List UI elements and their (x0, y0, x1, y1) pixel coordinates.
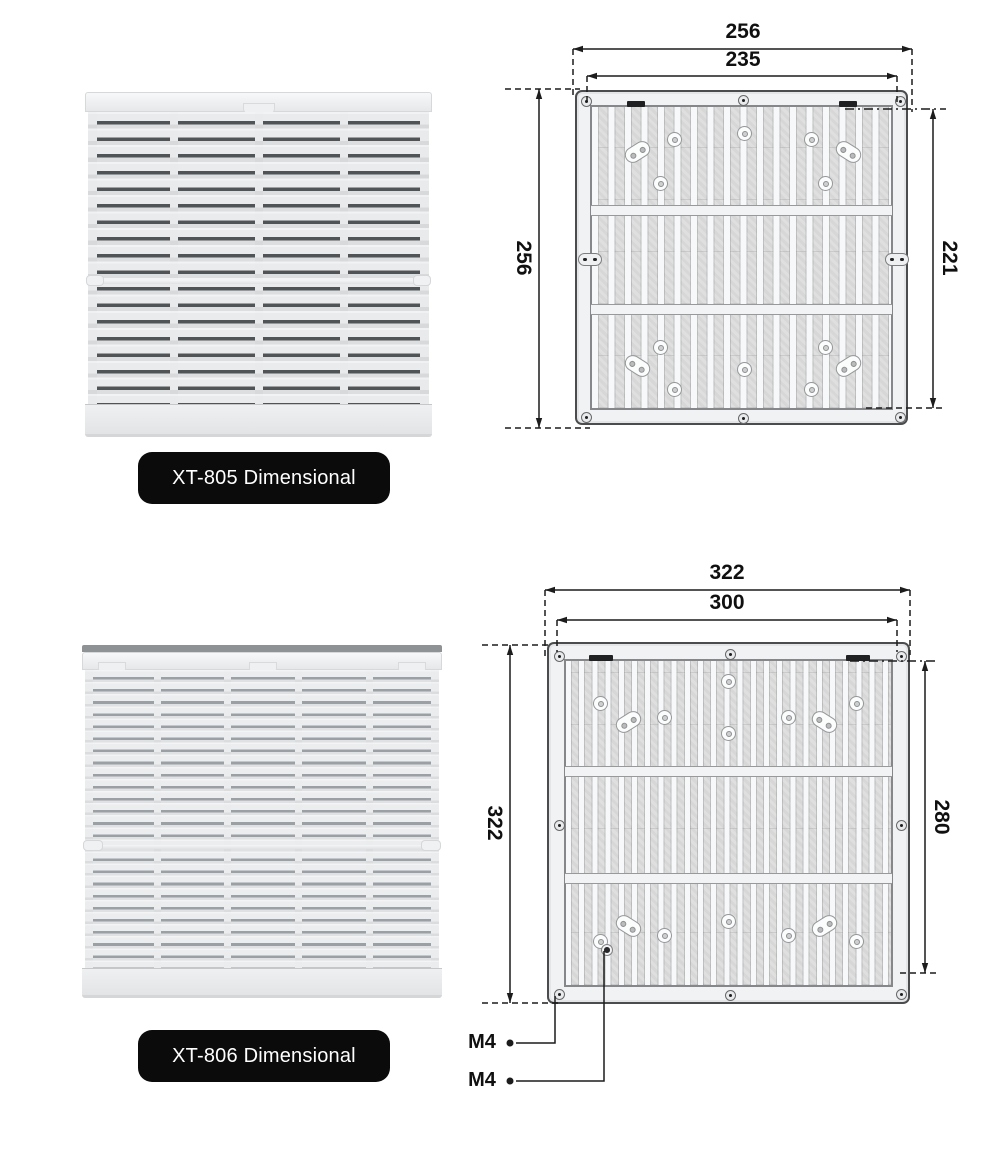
seam-tab (83, 840, 103, 851)
screw-icon (895, 412, 906, 423)
filter-boss (667, 132, 682, 147)
screw-icon (581, 412, 592, 423)
screw-icon (581, 96, 592, 107)
filter-boss (804, 132, 819, 147)
louver-divider (154, 670, 161, 968)
xt806-back-drawing (547, 642, 910, 1004)
retainer-clip (589, 655, 613, 661)
louver-edge (420, 112, 429, 404)
xt805-label-text: XT-805 Dimensional Drawing (172, 467, 356, 541)
seam-tab (413, 275, 431, 286)
xt806-inner-width-dim: 300 (709, 591, 745, 614)
retainer-clip (839, 101, 857, 107)
double-screw-icon (885, 253, 909, 266)
filter-boss (781, 928, 796, 943)
seam-tab (86, 275, 104, 286)
xt805-back-drawing (575, 90, 908, 425)
seam-tab (421, 840, 441, 851)
xt806-rear-grille (564, 659, 893, 987)
xt806-front-photo (82, 645, 442, 998)
filter-boss (593, 696, 608, 711)
xt806-louver-grille (85, 670, 439, 968)
filter-boss (667, 382, 682, 397)
screw-icon (554, 651, 565, 662)
filter-boss (653, 340, 668, 355)
louver-edge (88, 112, 97, 404)
xt805-front-photo (85, 92, 432, 437)
filter-boss (804, 382, 819, 397)
screw-icon (725, 990, 736, 1001)
filter-boss (721, 726, 736, 741)
filter-boss (721, 674, 736, 689)
double-screw-icon (578, 253, 602, 266)
louver-edge (431, 670, 439, 968)
louver-divider (224, 670, 231, 968)
louver-edge (85, 670, 93, 968)
grille-divider (591, 304, 892, 315)
xt805-inner-height-dim: 221 (938, 240, 961, 276)
screw-icon (554, 820, 565, 831)
louver-divider (255, 112, 263, 404)
screw-icon (738, 95, 749, 106)
louver-divider (295, 670, 302, 968)
m4-callout-label: M4 (468, 1069, 496, 1091)
screw-icon (554, 989, 565, 1000)
xt806-outer-width-dim: 322 (709, 561, 745, 584)
filter-boss (818, 340, 833, 355)
xt806-outer-height-dim: 322 (483, 805, 506, 841)
xt806-label-pill (138, 1030, 390, 1119)
screw-icon (896, 651, 907, 662)
filter-boss (737, 362, 752, 377)
xt806-base (82, 968, 442, 998)
louver-seam (85, 845, 439, 849)
grille-divider (565, 873, 892, 884)
screw-icon (738, 413, 749, 424)
filter-boss (818, 176, 833, 191)
xt805-label-pill (138, 452, 390, 541)
filter-boss (737, 126, 752, 141)
louver-divider (340, 112, 348, 404)
xt805-louver-grille (88, 112, 429, 404)
grille-divider (565, 766, 892, 777)
retainer-clip (846, 655, 870, 661)
louver-seam (88, 280, 429, 284)
xt806-label-text: XT-806 Dimensional Drawing (172, 1045, 356, 1119)
screw-icon (896, 820, 907, 831)
xt806-top-strip (82, 645, 442, 652)
xt805-outer-height-dim: 256 (512, 240, 535, 276)
grille-divider (591, 205, 892, 216)
filter-boss (849, 696, 864, 711)
filter-boss (657, 928, 672, 943)
xt806-inner-height-dim: 280 (930, 799, 953, 835)
filter-boss (721, 914, 736, 929)
filter-boss (653, 176, 668, 191)
louver-divider (170, 112, 178, 404)
louver-divider (366, 670, 373, 968)
filter-boss (657, 710, 672, 725)
filter-boss (849, 934, 864, 949)
screw-icon (896, 989, 907, 1000)
m4-mounting-hole (601, 944, 613, 956)
m4-callout-label: M4 (468, 1031, 496, 1053)
xt805-inner-width-dim: 235 (725, 48, 761, 71)
xt805-base (85, 404, 432, 437)
filter-boss (781, 710, 796, 725)
screw-icon (725, 649, 736, 660)
xt805-outer-width-dim: 256 (725, 20, 761, 43)
retainer-clip (627, 101, 645, 107)
screw-icon (895, 96, 906, 107)
